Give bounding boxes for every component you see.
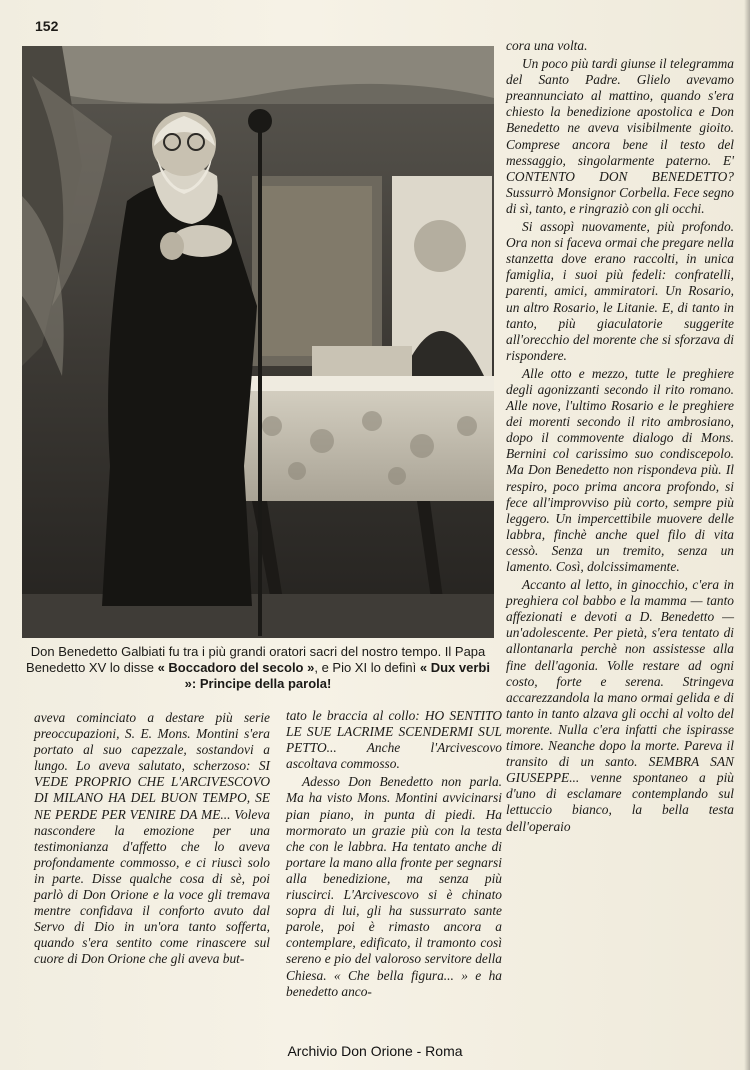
paragraph: cora una volta.	[506, 38, 588, 53]
caption-text-2: , e Pio XI lo definì	[314, 660, 420, 675]
caption-text-1: Don Benedetto Galbiati fu tra i più grandi oratori sacri del nostro tempo. Il Papa Benedetto XV lo disse	[26, 644, 486, 675]
paragraph: aveva cominciato a destare più serie preoccupazioni, S. E. Mons. Montini s'era portato al suo capezzale, sostandovi a lungo. Lo aveva salutato, scherzoso: SI VEDE PROPRIO CHE L'ARCIVESCOVO DI MILANO HA DEL BUON TEMPO, SE NE PERDE PER VENIRE DA ME... Voleva nascondere la emozione per una testimonianza d'affetto che lo aveva profondamente commosso, e ci riuscì solo in parte. Disse qualche cosa di sè, poi parlò di Don Orione e la voce gli tremava mentre confidava il conforto avuto dal Servo di Dio in un'ora tanto sofferta, quando s'era sentito come rinascere sul cuore di Don Orione che gli aveva but-	[34, 710, 270, 967]
paragraph: Alle otto e mezzo, tutte le preghiere degli agonizzanti secondo il rito romano. Alle nove, l'ultimo Rosario e le preghiere dei morenti secondo il rito ambrosiano, dopo il commovente dialogo di Mons. Bernini col carissimo suo condiscepolo. Ma Don Benedetto non rispondeva più. Il respiro, poco prima ancora profondo, si fece all'improvviso più corto, sempre più leggero. Un impercettibile muovere delle labbra, finchè anche quel filo di vita cessò. Senza un tremito, senza un lamento. Così, dolcissimamente.	[506, 365, 734, 574]
caption-quote-2: « Dux verbi »: Principe della parola!	[184, 660, 490, 691]
paragraph: Un poco più tardi giunse il telegramma del Santo Padre. Glielo avevamo preannunciato al mattino, quando s'era chiesto la benedizione apostolica e Don Benedetto ne aveva visibilmente gioito. Comprese ancora bene il testo del messaggio, singolarmente paterno. E' CONTENTO DON BENEDETTO? Sussurrò Monsignor Corbella. Fece segno di sì, tanto, e ringraziò con gli occhi.	[506, 56, 735, 216]
page-number: 152	[35, 18, 59, 34]
page-edge-shadow	[744, 0, 750, 1070]
caption-quote-1: « Boccadoro del secolo »	[157, 660, 315, 675]
column-left	[34, 710, 270, 970]
paragraph: Adesso Don Benedetto non parla. Ma ha visto Mons. Montini avvicinarsi pian piano, in punta di piedi. Ha mormorato un grazie più con la testa che con le labbra. Ha tentato anche di portare la mano alla fronte per segnarsi alla benedizione, ma senza più riuscirci. L'Arcivescovo si è chinato sopra di lui, gli ha sussurrato sante parole, poi è rimasto ancora a contemplare, edificato, il tramonto così sereno e pio del valoroso servitore della Chiesa. « Che bella figura... » e ha benedetto anco-	[286, 774, 502, 999]
photograph-don-benedetto-galbiati	[22, 46, 494, 638]
paragraph: Accanto al letto, in ginocchio, c'era in preghiera col babbo e la mamma — tanto affezionati e devoti a D. Benedetto — un'adolescente. Per pietà, s'era tentato di allontanarla perchè non assistesse alla fine dell'agonia. Volle restare ad ogni costo, forte e serena. Stringeva accarezzandola la mano ormai gelida e di tanto in tanto alzava gli occhi al volto del morente. Nulla c'era infatti che ispirasse timore. Neanche dopo la morte. Pareva il transito di un santo. SEMBRA SAN GIUSEPPE... venne spontaneo a più d'uno di esclamare contemplando sul lettuccio bianco, la bella testa dell'operaio	[506, 577, 734, 834]
paragraph: tato le braccia al collo: HO SENTITO LE SUE LACRIME SCENDERMI SUL PETTO... Anche l'Arcivescovo ascoltava commosso.	[286, 708, 502, 772]
column-right	[506, 38, 734, 837]
photo-caption	[22, 644, 494, 692]
archive-footer: Archivio Don Orione - Roma	[287, 1043, 463, 1059]
photo-illustration	[22, 46, 494, 638]
column-middle	[286, 708, 502, 1002]
paragraph: Si assopì nuovamente, più profondo. Ora non si faceva ormai che pregare nella stanzetta dove erano raccolti, in unica famiglia, i suoi più fedeli: confratelli, parenti, amici, ammiratori. Un Rosario, un altro Rosario, le Litanie. E, di tanto in tanto, più giaculatorie suggerite all'orecchio del morente che si sforzava di rispondere.	[506, 219, 734, 363]
